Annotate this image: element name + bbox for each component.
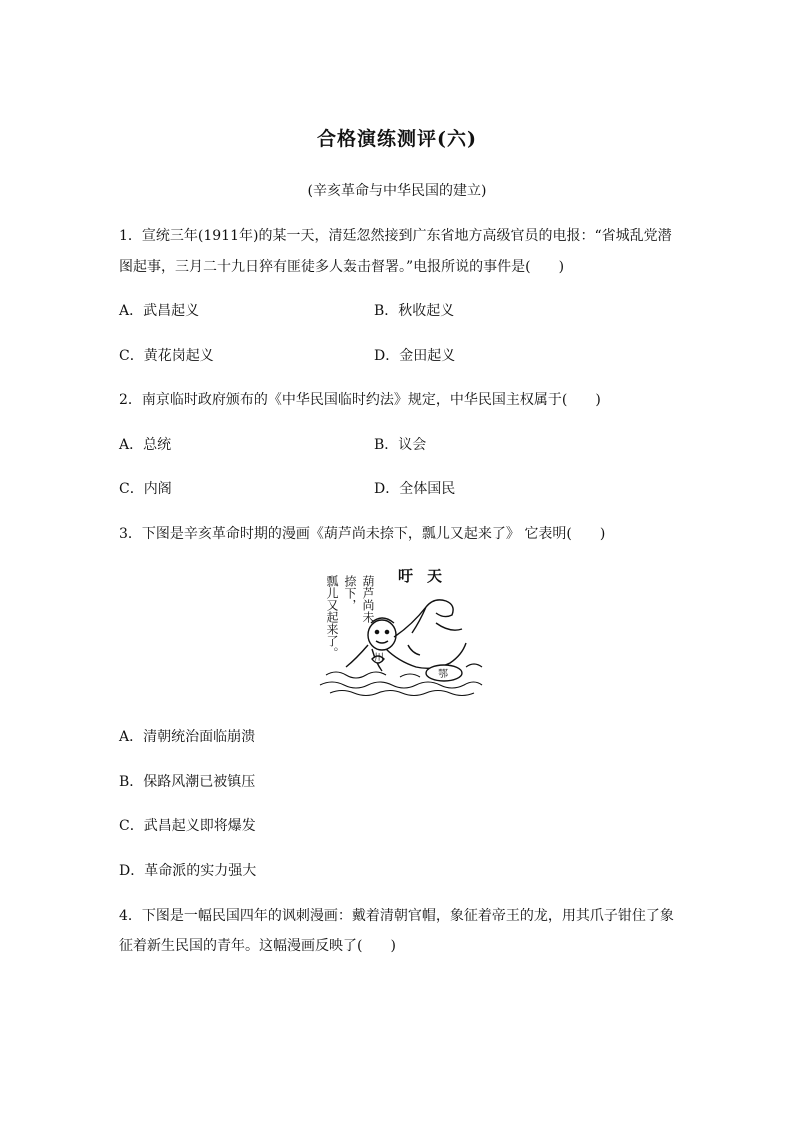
q2-stem [119, 389, 601, 409]
page-title: 合格演练测评(六) [317, 128, 477, 150]
q1-paren-close: ) [558, 259, 565, 275]
q1-option-c: C．黄花岗起义 [119, 348, 214, 364]
q2-option-d: D．全体国民 [374, 481, 456, 497]
q4-paren-close: ) [390, 938, 396, 954]
cartoon-label-left: 川 [374, 653, 384, 664]
q1-option-b: B．秋收起义 [374, 303, 455, 319]
q2-option-a: A．总统 [119, 437, 172, 453]
q2-option-c: C．内阁 [119, 481, 172, 497]
cartoon-caption-col1: 葫芦尚未 [361, 575, 375, 623]
cartoon-header: 吁天 [398, 567, 457, 585]
q4-stem-line1: 4．下图是一幅民国四年的讽刺漫画：戴着清朝官帽，象征着帝王的龙，用其爪子钳住了象 [119, 908, 674, 924]
q3-option-b: B．保路风潮已被镇压 [119, 774, 256, 790]
cartoon-label-right: 鄂 [438, 669, 448, 680]
cartoon-illustration [316, 563, 486, 703]
q2-paren-close: ) [595, 392, 601, 408]
q1-stem-text: 图起事，三月二十九日猝有匪徒多人轰击督署。”电报所说的事件是( [119, 259, 531, 275]
q1-option-a: A．武昌起义 [119, 303, 200, 319]
q1-stem-line2 [119, 256, 564, 276]
q1-stem-line1: 1．宣统三年(1911年)的某一天，清廷忽然接到广东省地方高级官员的电报：“省城乱党潜 [119, 228, 672, 244]
page-subtitle: (辛亥革命与中华民国的建立) [307, 183, 487, 199]
q3-stem-text: 3．下图是辛亥革命时期的漫画《葫芦尚未捺下，瓢儿又起来了》 它表明( [119, 526, 572, 542]
q3-option-c: C．武昌起义即将爆发 [119, 818, 256, 834]
q3-paren-close: ) [599, 526, 606, 542]
q3-stem [119, 523, 605, 543]
q2-option-b: B．议会 [374, 437, 427, 453]
q1-option-d: D．金田起义 [374, 348, 456, 364]
q3-option-d: D．革命派的实力强大 [119, 863, 257, 879]
q3-option-a: A．清朝统治面临崩溃 [119, 729, 256, 745]
q4-stem-line2 [119, 935, 396, 955]
cartoon-caption-col3: 瓢儿又起来了。 [325, 575, 339, 659]
q2-stem-text: 2．南京临时政府颁布的《中华民国临时约法》规定，中华民国主权属于( [119, 392, 568, 408]
q4-stem-text: 征着新生民国的青年。这幅漫画反映了( [119, 938, 363, 954]
cartoon-caption-col2: 捺下， [343, 575, 357, 611]
